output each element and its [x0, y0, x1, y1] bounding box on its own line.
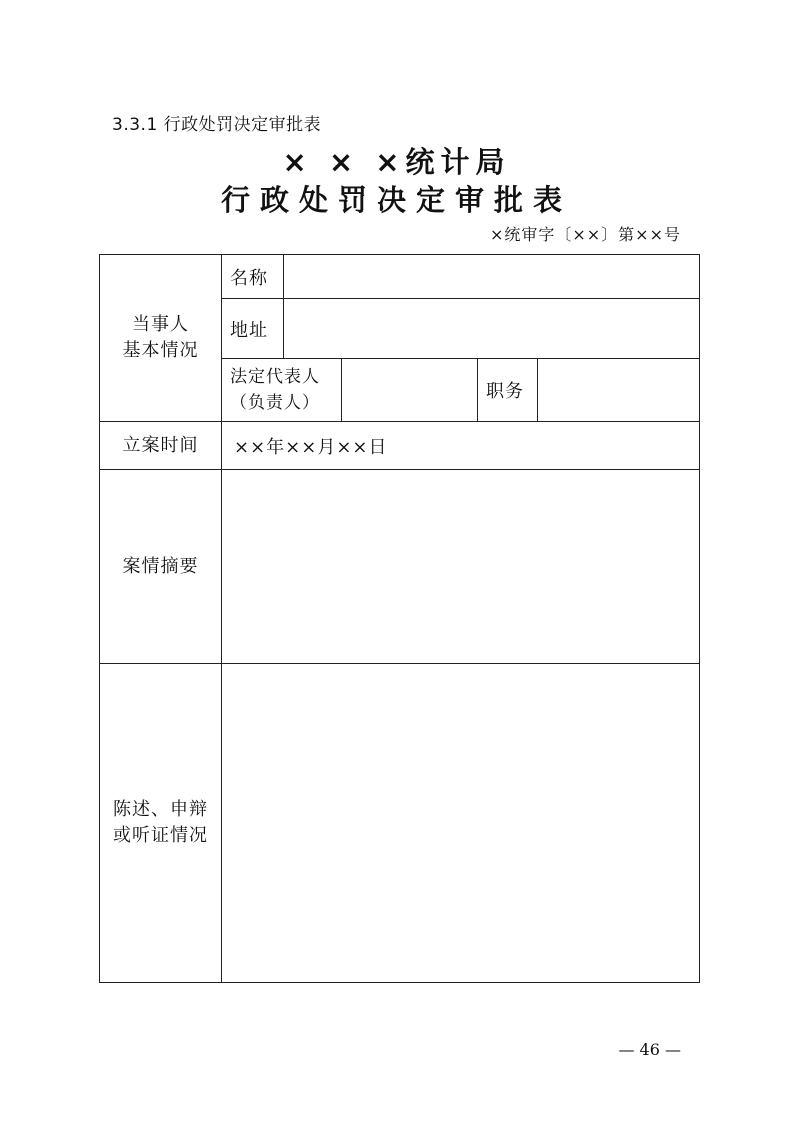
document-title-agency: × × ×统计局 [282, 145, 511, 179]
party-label-line1: 当事人 [132, 314, 189, 335]
legal-rep-field[interactable] [342, 359, 478, 422]
statement-label-line2: 或听证情况 [113, 825, 208, 846]
case-summary-row [100, 470, 700, 664]
document-number: ×统审字〔××〕第××号 [489, 225, 681, 244]
filing-date-field[interactable]: ××年××月××日 [222, 422, 700, 470]
statement-label [100, 664, 222, 983]
page-number: — 46 — [618, 1040, 681, 1059]
approval-form-table [99, 254, 700, 983]
address-field[interactable] [284, 299, 700, 359]
party-basic-info-label [100, 255, 222, 422]
section-heading: 3.3.1 行政处罚决定审批表 [112, 115, 322, 135]
statement-row [100, 664, 700, 983]
filing-date-row [100, 422, 700, 470]
document-title-form: 行政处罚决定审批表 [220, 183, 572, 217]
position-label: 职务 [478, 359, 538, 422]
statement-label-line1: 陈述、申辩 [113, 799, 208, 820]
filing-date-label: 立案时间 [100, 422, 222, 470]
name-label: 名称 [222, 255, 284, 299]
legal-rep-label-line1: 法定代表人 [230, 367, 320, 387]
party-label-line2: 基本情况 [122, 340, 199, 361]
statement-field[interactable] [222, 664, 700, 983]
legal-rep-label [222, 359, 342, 422]
legal-rep-label-line2: （负责人） [230, 393, 320, 413]
case-summary-label: 案情摘要 [100, 470, 222, 664]
address-label: 地址 [222, 299, 284, 359]
name-field[interactable] [284, 255, 700, 299]
name-row [100, 255, 700, 299]
case-summary-field[interactable] [222, 470, 700, 664]
position-field[interactable] [538, 359, 700, 422]
